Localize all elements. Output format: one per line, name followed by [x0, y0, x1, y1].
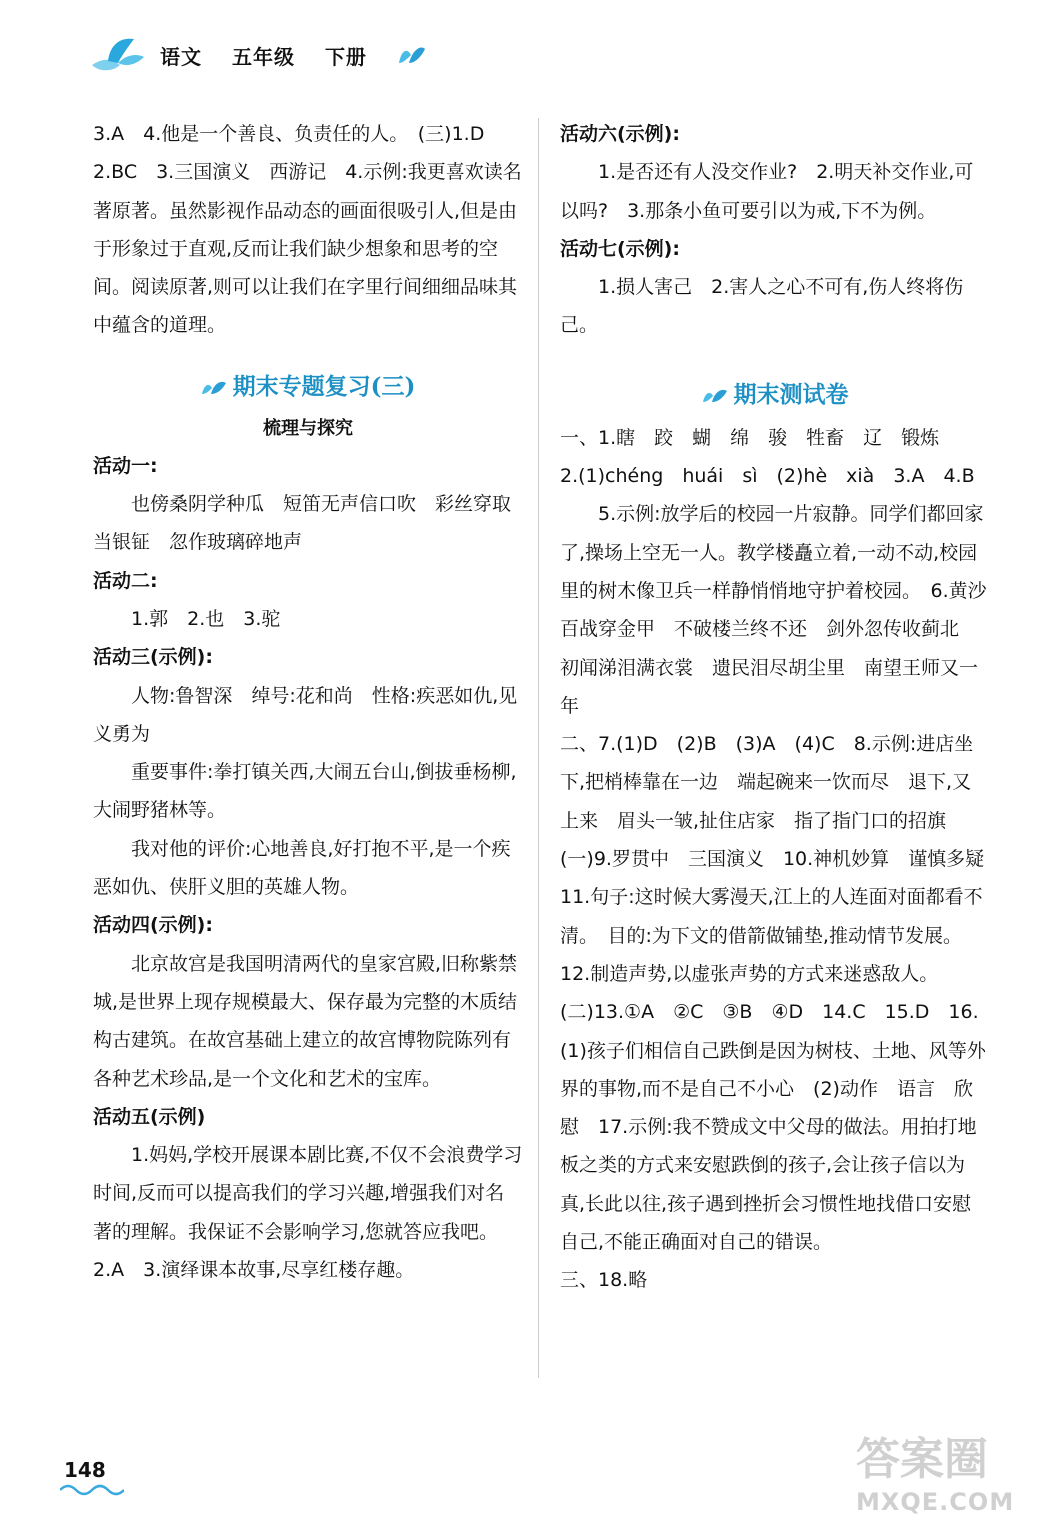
- leaf-icon: [397, 43, 427, 67]
- activity-text: 1.妈妈,学校开展课本剧比赛,不仅不会浪费学习时间,反而可以提高我们的学习兴趣,增强我们对名著的理解。我保证不会影响学习,您就答应我吧。 2.A 3.演绎课本故事,尽享红楼存趣。: [93, 1144, 523, 1282]
- activity-text: 重要事件:拳打镇关西,大闹五台山,倒拔垂杨柳,大闹野猪林等。: [93, 761, 517, 822]
- answer-line: 一、1.瞎 跤 蝴 绵 骏 牲畜 辽 锻炼: [560, 426, 940, 449]
- activity-label: 活动六(示例):: [560, 123, 680, 145]
- leaf-icon: [201, 379, 227, 397]
- answer-paragraph: 二、7.(1)D (2)B (3)A (4)C 8.示例:进店坐下,把梢棒靠在一边 端起碗来一饮而尽 退下,又上来 眉头一皱,扯住店家 指了指门口的招旗 (一)9.罗贯中 三国演义 10.神机妙算 谨慎多疑 11.句子:这时候大雾漫天,江上的人连面对面都看不清。 目的:为下文的借箭做铺垫,推动情节发展。 12.制造声势,以虚张声势的方式来迷惑敌人。 (二)13.①A ②C ③B ④D 14.C 15.D 16.(1)孩子们相信自己跌倒是因为树枝、土地、风等外界的事物,而不是自己不小心 (2)动作 语言 欣慰 17.示例:我不赞成文中父母的做法。用拍打地板之类的方式来安慰跌倒的孩子,会让孩子信以为真,长此以往,孩子遇到挫折会习惯性地找借口安慰自己,不能正确面对自己的错误。: [560, 733, 1004, 1254]
- left-column: [93, 115, 523, 1289]
- activity-text: 1.损人害己 2.害人之心不可有,伤人终将伤己。: [560, 276, 964, 337]
- column-divider: [538, 118, 539, 1378]
- subject-label: 语文: [160, 44, 202, 69]
- volume-label: 下册: [324, 44, 367, 69]
- activity-label: 活动二:: [93, 569, 158, 592]
- activity-label: 活动五(示例): [93, 1105, 206, 1128]
- activity-text: 1.是否还有人没交作业? 2.明天补交作业,可以吗? 3.那条小鱼可要引以为戒,下不为例。: [560, 161, 974, 222]
- activity-label: 活动七(示例):: [560, 237, 680, 260]
- bird-logo-icon: [90, 35, 146, 75]
- activity-text: 我对他的评价:心地善良,好打抱不平,是一个疾恶如仇、侠肝义胆的英雄人物。: [93, 837, 511, 899]
- section-title: [560, 375, 990, 415]
- section-title: [93, 367, 523, 407]
- wave-icon: [60, 1482, 124, 1498]
- page-header: [90, 30, 427, 80]
- activity-label: 活动三(示例):: [93, 646, 213, 669]
- activity-text: 人物:鲁智深 绰号:花和尚 性格:疾恶如仇,见义勇为: [93, 684, 518, 745]
- section-title-text: 期末专题复习(三): [232, 372, 416, 400]
- section-subtitle: 梳理与探究: [263, 417, 353, 439]
- activity-label: 活动四(示例):: [93, 914, 213, 937]
- answer-paragraph: 5.示例:放学后的校园一片寂静。同学们都回家了,操场上空无一人。教学楼矗立着,一动不动,校园里的树木像卫兵一样静悄悄地守护着校园。 6.黄沙百战穿金甲 不破楼兰终不还 剑外忽传收蓟北 初闻涕泪满衣裳 遗民泪尽胡尘里 南望王师又一年: [560, 503, 987, 717]
- answer-line: 3.A 4.他是一个善良、负责任的人。 (三)1.D: [93, 123, 485, 145]
- header-title: [160, 41, 389, 70]
- answer-paragraph: 2.BC 3.三国演义 西游记 4.示例:我更喜欢读名著原著。虽然影视作品动态的画面很吸引人,但是由于形象过于直观,反而让我们缺少想象和思考的空间。阅读原著,则可以让我们在字里行间细细品味其中蕴含的道理。: [93, 161, 522, 337]
- right-column: [560, 115, 1004, 1300]
- answer-line: 三、18.略: [560, 1269, 648, 1292]
- page-number-badge: [60, 1452, 124, 1502]
- activity-text: 北京故宫是我国明清两代的皇家宫殿,旧称紫禁城,是世界上现存规模最大、保存最为完整的木质结构古建筑。在故宫基础上建立的故宫博物院陈列有各种艺术珍品,是一个文化和艺术的宝库。: [93, 952, 518, 1090]
- leaf-icon: [702, 387, 728, 405]
- answer-line: 2.(1)chéng huái sì (2)hè xià 3.A 4.B: [560, 465, 975, 488]
- activity-text: 1.郭 2.也 3.驼: [131, 607, 281, 630]
- page-number: 148: [64, 1458, 106, 1482]
- activity-label: 活动一:: [93, 454, 158, 477]
- watermark-url: MXQE.COM: [856, 1488, 1015, 1516]
- watermark: [856, 1432, 1036, 1528]
- activity-text: 也傍桑阴学种瓜 短笛无声信口吹 彩丝穿取当银钲 忽作玻璃碎地声: [93, 493, 512, 554]
- watermark-logo: 答案圈: [856, 1434, 988, 1485]
- grade-label: 五年级: [231, 44, 295, 69]
- section-title-text: 期末测试卷: [733, 380, 849, 408]
